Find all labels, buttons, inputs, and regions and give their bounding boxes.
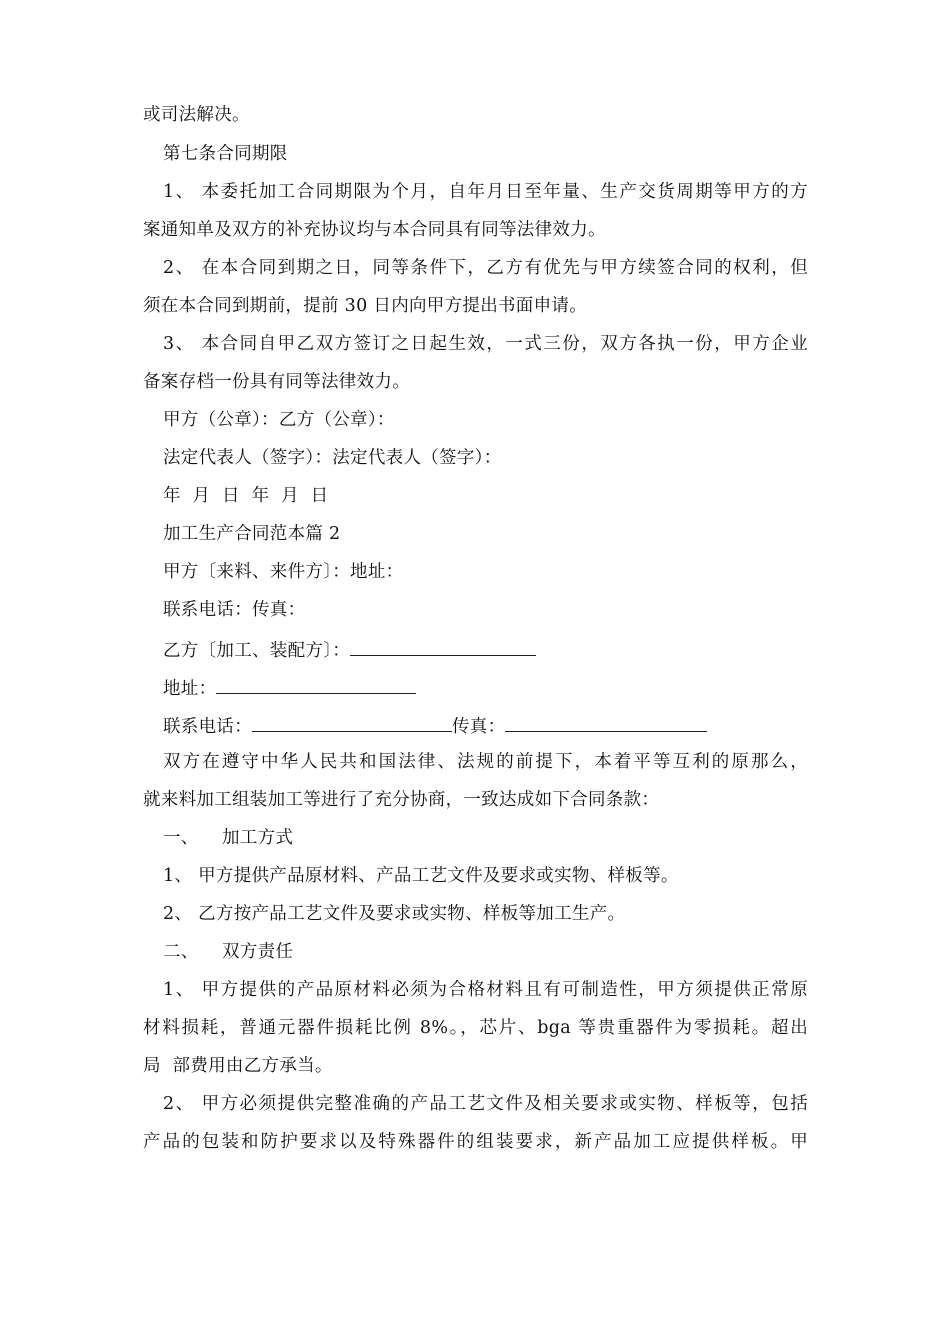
party-b-label: 乙方〔加工、装配方〕： bbox=[163, 641, 351, 661]
text-line: 1、 本委托加工合同期限为个月，自年月日至年量、生产交货周期等甲方的方 bbox=[163, 182, 808, 202]
text-line: 3、 本合同自甲乙双方签订之日起生效，一式三份，双方各执一份，甲方企业 bbox=[163, 334, 808, 354]
text-line: 就来料加工组装加工等进行了充分协商，一致达成如下合同条款： bbox=[143, 790, 660, 810]
party-b-contact-line bbox=[163, 713, 707, 738]
address-blank bbox=[216, 675, 416, 694]
text-line: 须在本合同到期前，提前 30 日内向甲方提出书面申请。 bbox=[143, 296, 587, 316]
text-line: 双方在遵守中华人民共和国法律、法规的前提下，本着平等互利的原那么， bbox=[163, 752, 808, 772]
text-line: 材料损耗，普通元器件损耗比例 8%。，芯片、bga 等贵重器件为零损耗。超出 bbox=[143, 1018, 808, 1038]
section-heading: 加工生产合同范本篇 2 bbox=[163, 524, 341, 544]
signature-seal-line: 甲方（公章）：乙方（公章）： bbox=[163, 410, 395, 430]
party-b-line bbox=[163, 637, 536, 662]
party-b-address-line bbox=[163, 675, 416, 700]
phone-label: 联系电话： bbox=[163, 717, 252, 737]
section-heading: 二、 双方责任 bbox=[163, 942, 294, 962]
text-line: 产品的包装和防护要求以及特殊器件的组装要求，新产品加工应提供样板。甲 bbox=[143, 1132, 808, 1152]
text-line: 2、 乙方按产品工艺文件及要求或实物、样板等加工生产。 bbox=[163, 904, 626, 924]
fax-label: 传真： bbox=[452, 717, 506, 737]
text-line: 1、 甲方提供产品原材料、产品工艺文件及要求或实物、样板等。 bbox=[163, 866, 679, 886]
party-a-line: 甲方〔来料、来件方〕：地址： bbox=[163, 562, 404, 582]
signature-representative-line: 法定代表人（签字）：法定代表人（签字）： bbox=[163, 448, 502, 468]
text-line: 1、 甲方提供的产品原材料必须为合格材料且有可制造性，甲方须提供正常原 bbox=[163, 980, 808, 1000]
party-b-blank bbox=[350, 637, 536, 656]
party-a-contact-line: 联系电话：传真： bbox=[163, 600, 306, 620]
fax-blank bbox=[505, 713, 707, 732]
text-line: 2、 在本合同到期之日，同等条件下，乙方有优先与甲方续签合同的权利，但 bbox=[163, 258, 808, 278]
address-label: 地址： bbox=[163, 679, 217, 699]
text-line: 2、 甲方必须提供完整准确的产品工艺文件及相关要求或实物、样板等，包括 bbox=[163, 1094, 808, 1114]
text-line: 局 部费用由乙方承当。 bbox=[143, 1056, 333, 1076]
text-line: 备案存档一份具有同等法律效力。 bbox=[143, 372, 410, 392]
section-heading: 一、 加工方式 bbox=[163, 828, 294, 848]
section-heading: 第七条合同期限 bbox=[163, 144, 288, 164]
text-line: 或司法解决。 bbox=[143, 105, 250, 125]
text-line: 案通知单及双方的补充协议均与本合同具有同等法律效力。 bbox=[143, 220, 606, 240]
phone-blank bbox=[252, 713, 452, 732]
signature-date-line: 年 月 日 年 月 日 bbox=[163, 486, 329, 506]
